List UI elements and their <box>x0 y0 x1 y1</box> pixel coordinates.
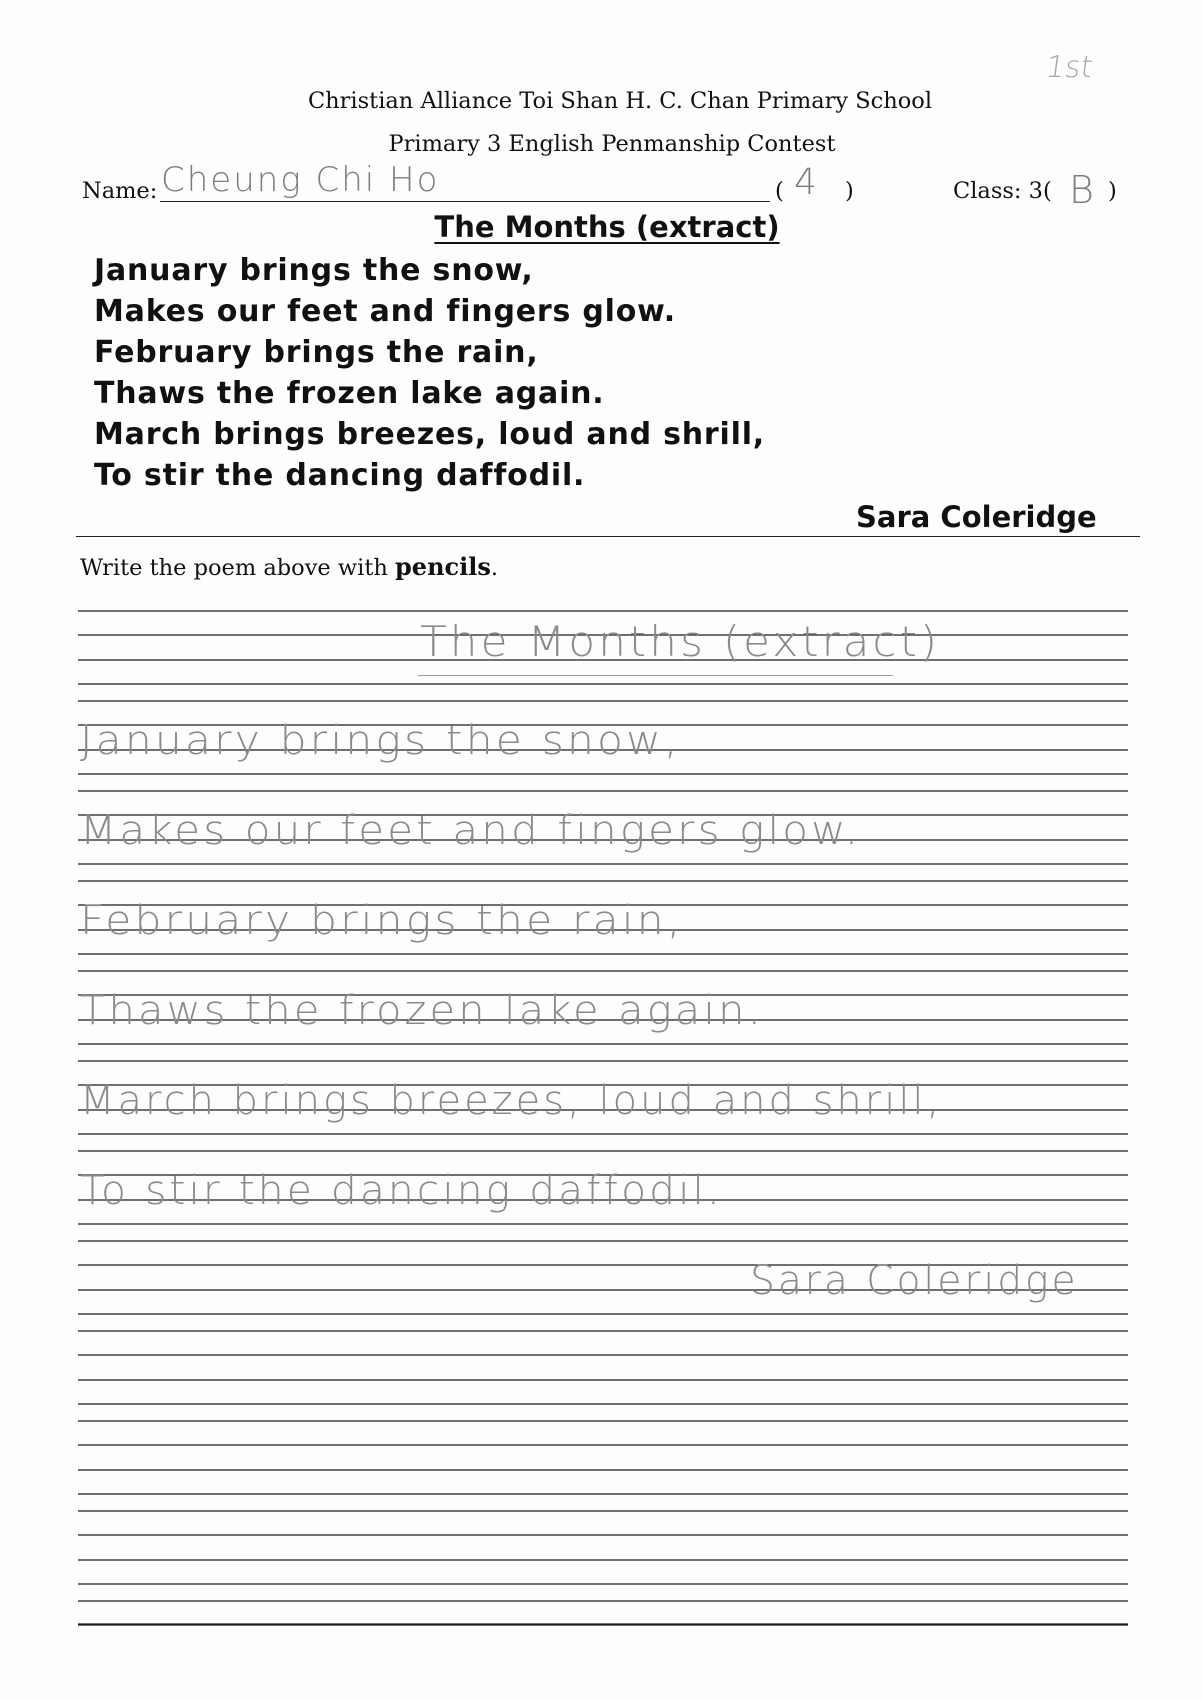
poem-author: Sara Coleridge <box>856 500 1097 534</box>
instruction-emphasis: pencils <box>395 552 491 581</box>
handwritten-title-underline <box>418 675 893 676</box>
class-letter: B <box>1069 168 1096 212</box>
handwritten-line: Makes our feet and fingers glow. <box>80 808 862 854</box>
class-close: ) <box>1108 178 1117 204</box>
poem-title: The Months (extract) <box>434 210 780 244</box>
poem-line: February brings the rain, <box>94 335 539 370</box>
poem-line: Thaws the frozen lake again. <box>94 376 605 411</box>
poem-line: March brings breezes, loud and shrill, <box>94 417 765 452</box>
school-name: Christian Alliance Toi Shan H. C. Chan Primary School <box>307 88 933 114</box>
class-number-open: ( <box>775 178 784 204</box>
student-name: Cheung Chi Ho <box>161 160 440 200</box>
handwritten-line: February brings the rain, <box>80 898 684 944</box>
poem-line: Makes our feet and fingers glow. <box>94 294 676 329</box>
handwritten-author: Sara Coleridge <box>750 1258 1079 1304</box>
class-label: Class: 3( <box>953 178 1052 204</box>
handwritten-title: The Months (extract) <box>420 617 941 666</box>
handwritten-line: To stir the dancing daffodil. <box>80 1168 723 1214</box>
class-number: 4 <box>794 162 819 203</box>
instruction-end: . <box>490 555 499 581</box>
handwritten-line: January brings the snow, <box>80 718 681 764</box>
instruction-text: Write the poem above with <box>80 555 396 581</box>
name-label: Name: <box>82 178 158 204</box>
poem-line: To stir the dancing daffodil. <box>94 458 586 493</box>
class-number-close: ) <box>845 178 854 204</box>
contest-title: Primary 3 English Penmanship Contest <box>388 131 836 157</box>
rank-annotation: 1st <box>1043 50 1095 85</box>
handwritten-line: Thaws the frozen lake again. <box>80 988 764 1034</box>
poem-line: January brings the snow, <box>94 253 534 288</box>
handwritten-line: March brings breezes, loud and shrill, <box>80 1078 943 1124</box>
